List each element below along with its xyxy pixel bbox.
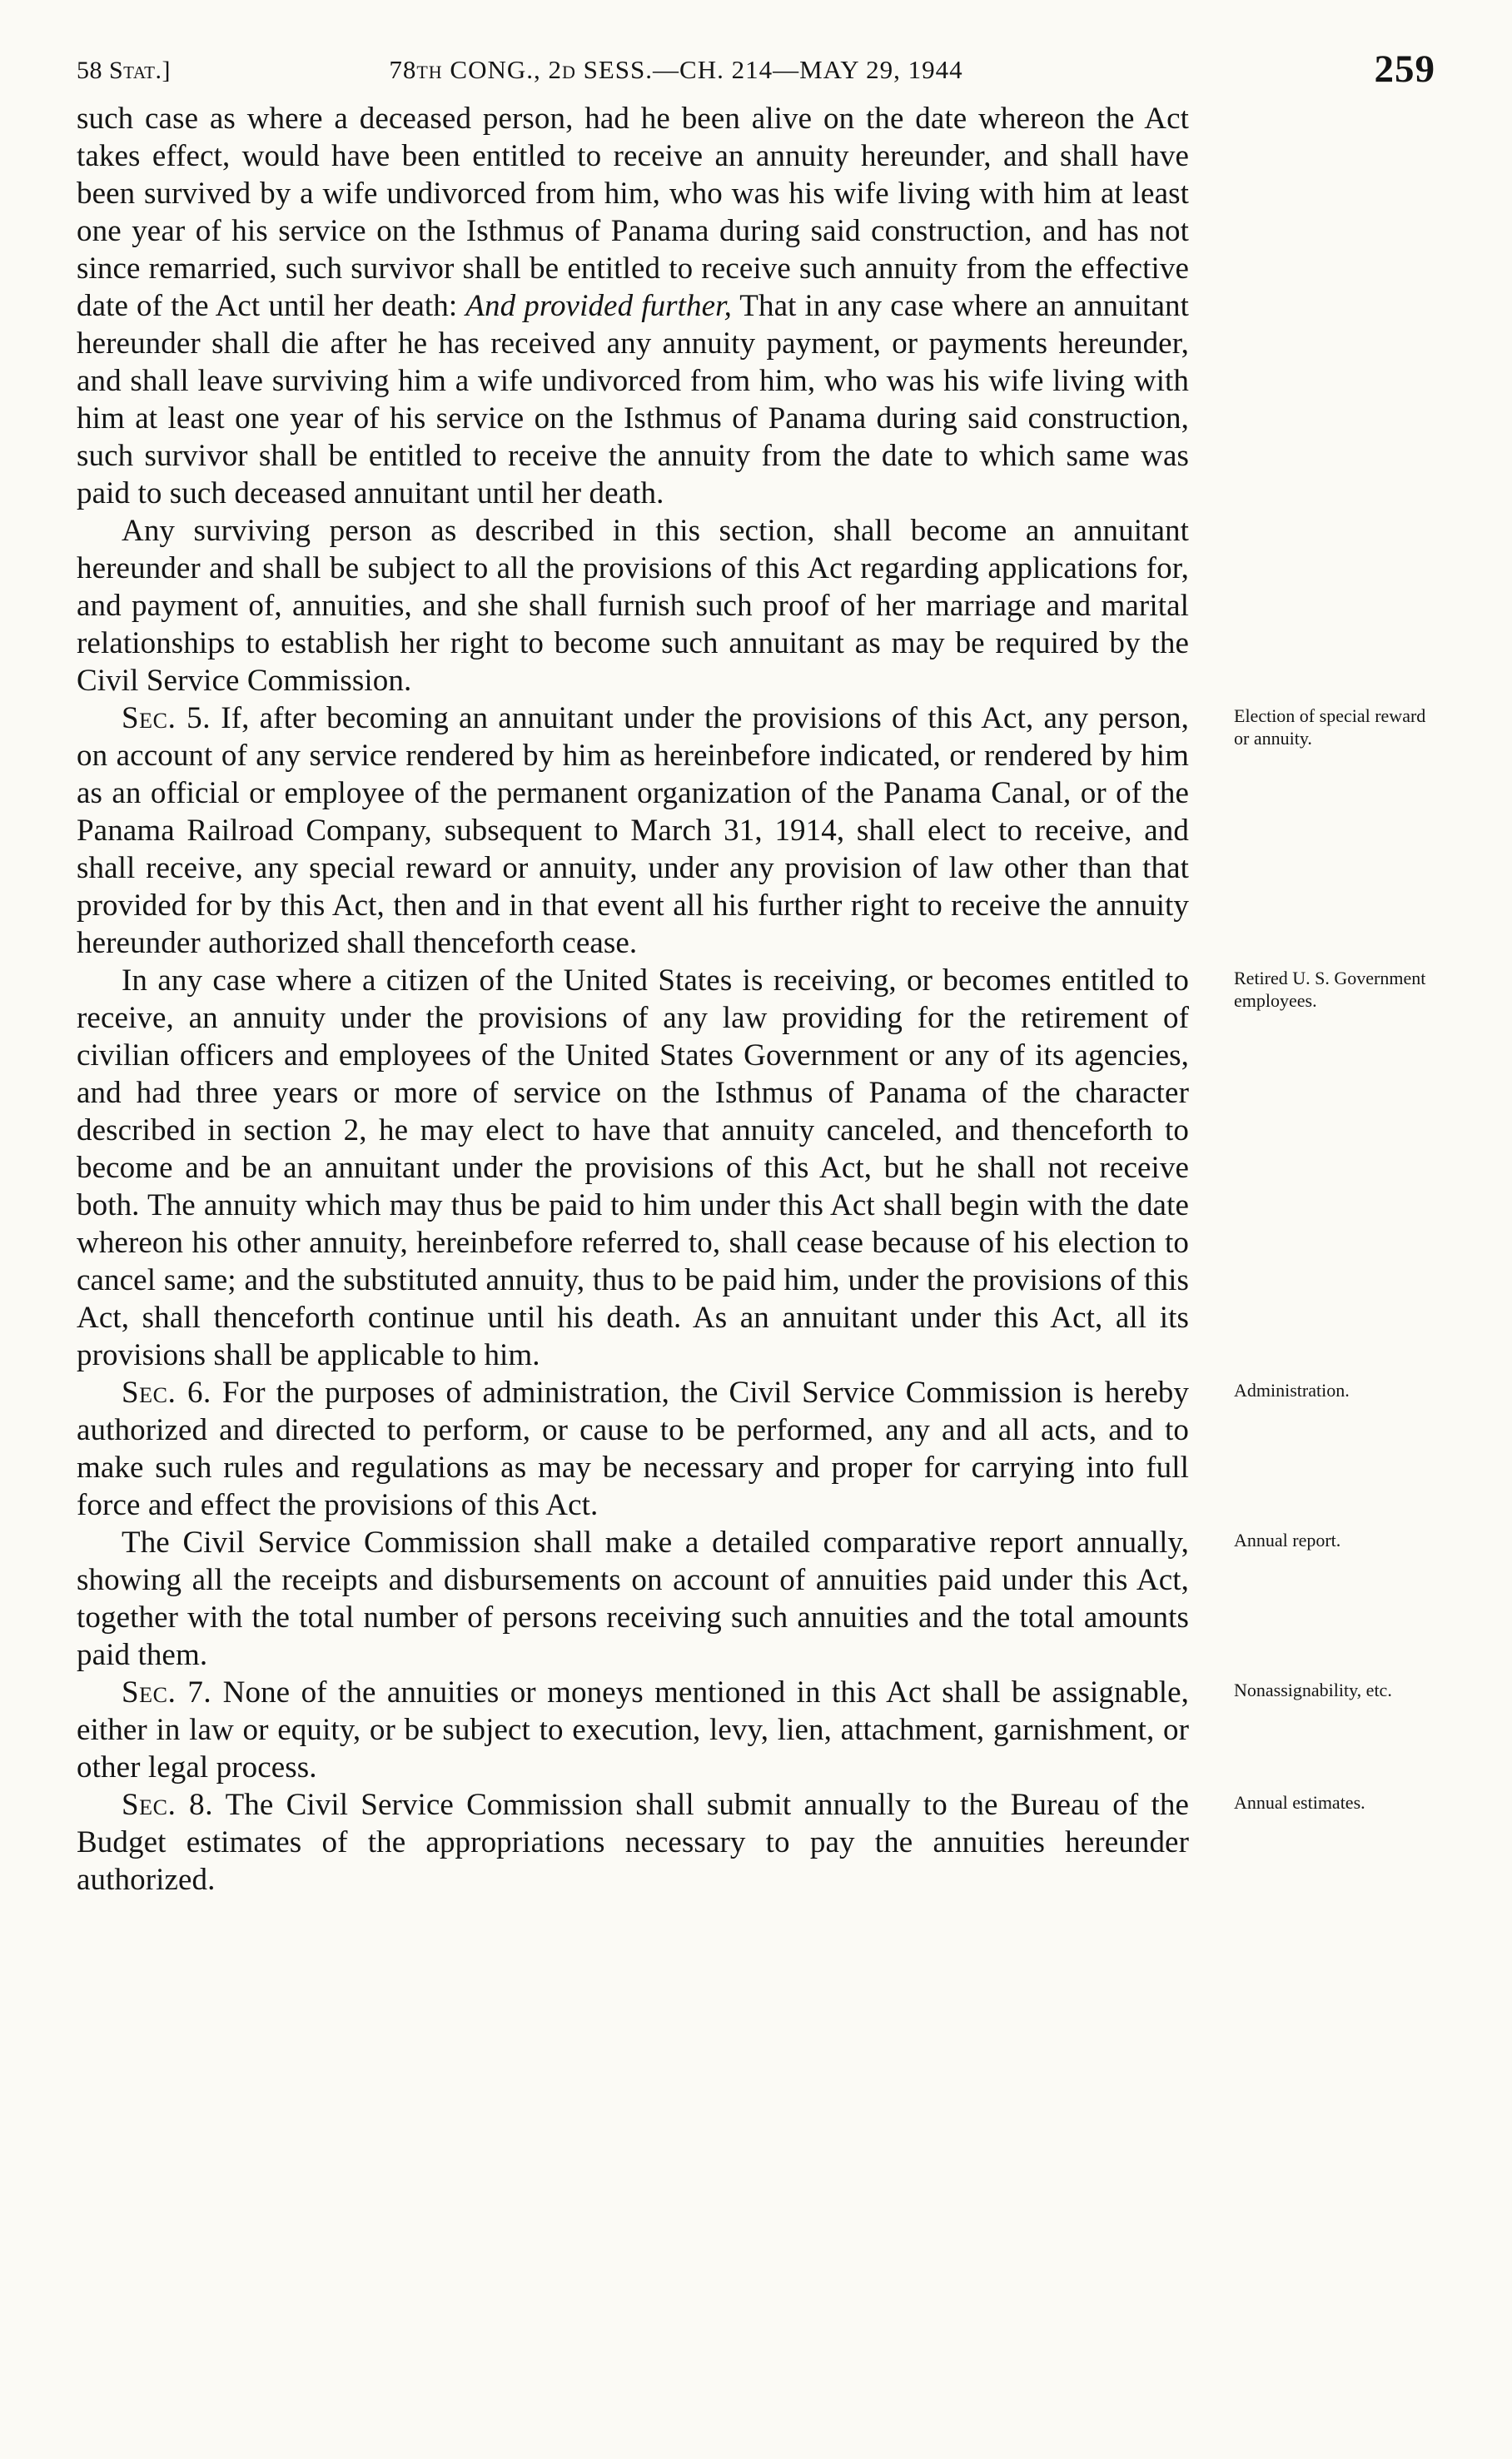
text-run: The Civil Service Commission shall make a detailed comparative report annually, showing all the receipts and disbursements on account of annuities paid under this Act, together with the total number of persons receiving such annuities and the total amounts paid them. [77,1526,1189,1672]
text-run: The Civil Service Commission shall submit annually to the Bureau of the Budget estimates of the appropriations necessary to pay the annuities hereunder authorized. [77,1788,1189,1897]
margin-note: Administration. [1234,1380,1350,1401]
margin-note: Nonassignability, etc. [1234,1680,1392,1700]
paragraph [77,100,1189,512]
margin-note: Annual estimates. [1234,1792,1365,1813]
paragraph [77,699,1189,962]
section-label: Sec. 8. [122,1788,214,1822]
text-run: And provided further, [465,289,732,323]
section-label: Sec. 7. [122,1675,212,1710]
margin-note-empty [1189,100,1439,105]
text-run: None of the annuities or moneys mentioned in this Act shall be assignable, either in law or equity, or be subject to execution, levy, lien, attachment, garnishment, or other legal process. [77,1675,1189,1785]
page-header [77,47,1437,105]
text-run: For the purposes of administration, the Civil Service Commission is hereby authorized and directed to perform, or cause to be performed, any and all acts, and to make such rules and regulations as may be necessary and proper for carrying into full force and effect the provisions of this Act. [77,1376,1189,1522]
paragraph-row [77,100,1484,512]
margin-note: Annual report. [1234,1530,1341,1551]
paragraph-row [77,1524,1484,1674]
paragraph [77,1374,1189,1524]
text-run: such case as where a deceased person, had he been alive on the date whereon the Act takes effect, would have been entitled to receive an annuity hereunder, and shall have been survived by a wife undivorced from him, who was his wife living with him at least one year of his service on the Isthmus of Panama during said construction, and has not since remarried, such survivor shall be entitled to receive such annuity from the effective date of the Act until her death: [77,102,1189,323]
paragraph-row [77,962,1484,1374]
paragraph [77,1674,1189,1786]
text-run: If, after becoming an annuitant under the provisions of this Act, any person, on account of any service rendered by him as hereinbefore indicated, or rendered by him as an official or employee of the permanent organization of the Panama Canal, or of the Panama Railroad Company, subsequent to March 31, 1914, shall elect to receive, and shall receive, any special reward or annuity, under any provision of law other than that provided for by this Act, then and in that event all his further right to receive the annuity hereunder authorized shall thenceforth cease. [77,701,1189,960]
paragraph-row [77,512,1484,699]
page-number: 259 [1374,47,1435,91]
statute-text [77,100,1484,1899]
paragraph-row [77,1674,1484,1786]
section-label: Sec. 5. [122,701,211,735]
paragraph [77,1786,1189,1899]
paragraph [77,1524,1189,1674]
stat-volume-ref: 58 Stat.] [77,57,171,84]
paragraph [77,962,1189,1374]
margin-note: Election of special reward or annuity. [1234,705,1426,749]
margin-note-empty [1189,512,1439,517]
paragraph [77,512,1189,699]
paragraph-row [77,1374,1484,1524]
text-run: Any surviving person as described in this section, shall become an annuitant hereunder and shall be subject to all the provisions of this Act regarding applications for, and payment of, annuities, and she shall furnish such proof of her marriage and marital relationships to establish her right to become such annuitant as may be required by the Civil Service Commission. [77,514,1189,698]
text-run: That in any case where an annuitant hereunder shall die after he has received any annuity payment, or payments hereunder, and shall leave surviving him a wife undivorced from him, who was his wife living with him at least one year of his service on the Isthmus of Panama during said construction, such survivor shall be entitled to receive the annuity from the date to which same was paid to such deceased annuitant until her death. [77,289,1189,510]
text-run: In any case where a citizen of the United States is receiving, or becomes entitled to receive, an annuity under the provisions of any law providing for the retirement of civilian officers and employees of the United States Government or any of its agencies, and had three years or more of service on the Isthmus of Panama of the character described in section 2, he may elect to have that annuity canceled, and thenceforth to become and be an annuitant under the provisions of this Act, but he shall not receive both. The annuity which may thus be paid to him under this Act shall begin with the date whereon his other annuity, hereinbefore referred to, shall cease because of his election to cancel same; and the substituted annuity, thus to be paid him, under the provisions of this Act, shall thenceforth continue until his death. As an annuitant under this Act, all its provisions shall be applicable to him. [77,963,1189,1372]
section-label: Sec. 6. [122,1376,211,1410]
paragraph-row [77,699,1484,962]
session-chapter-line: 78th CONG., 2d SESS.—CH. 214—MAY 29, 1944 [389,55,963,84]
margin-note: Retired U. S. Government employees. [1234,968,1426,1011]
paragraph-row [77,1786,1484,1899]
